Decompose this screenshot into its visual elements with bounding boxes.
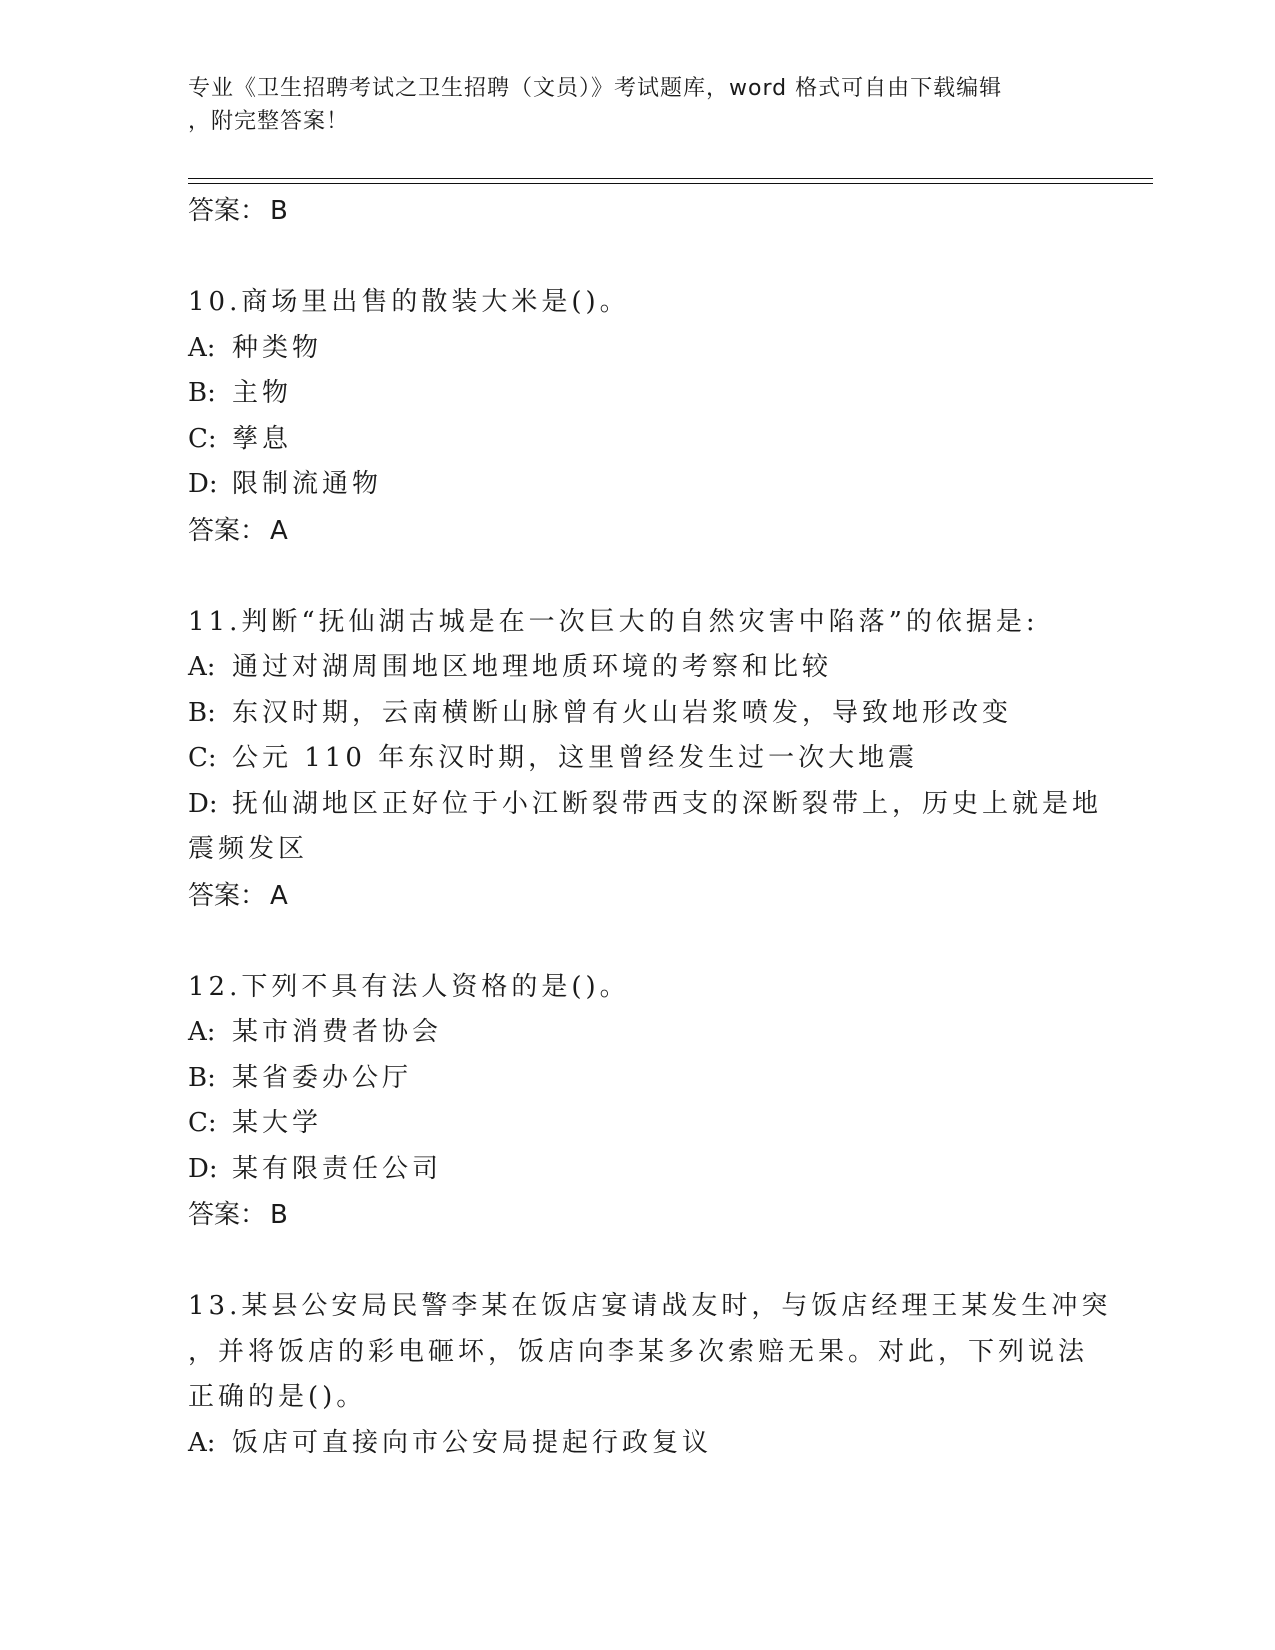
option-a — [188, 326, 1088, 372]
document-header — [188, 72, 1068, 138]
option-key: D: — [188, 1153, 218, 1184]
option-a — [188, 645, 1088, 691]
option-text: 饭店可直接向市公安局提起行政复议 — [232, 1427, 713, 1458]
option-text: 限制流通物 — [232, 469, 383, 499]
option-text: 某省委办公厅 — [232, 1062, 413, 1093]
question-13 — [188, 1284, 1112, 1466]
answer-q11 — [188, 873, 1088, 919]
document-body — [188, 188, 1112, 1466]
option-key: C: — [188, 1108, 217, 1138]
option-key: C: — [188, 423, 217, 454]
option-key: D: — [188, 788, 218, 819]
question-12 — [188, 965, 1088, 1239]
option-d — [188, 782, 1103, 828]
option-text: 孳息 — [232, 423, 293, 454]
header-line-2: ，附完整答案！ — [188, 109, 350, 134]
header-divider-top — [188, 178, 1153, 179]
option-c — [188, 736, 1088, 782]
answer-value: A — [270, 515, 288, 546]
question-10 — [188, 280, 1088, 554]
answer-q12 — [188, 1192, 1088, 1238]
option-b — [188, 371, 1088, 417]
option-b — [188, 691, 1088, 737]
option-text: 通过对湖周围地区地理地质环境的考察和比较 — [232, 652, 833, 682]
option-c — [188, 417, 1088, 463]
option-key: B: — [188, 378, 216, 408]
spacer — [188, 234, 1088, 280]
header-divider-bottom — [188, 183, 1153, 184]
question-stem-line-2: ，并将饭店的彩电砸坏，饭店向李某多次索赔无果。对此，下列说法 — [188, 1336, 1089, 1367]
question-stem-line-1: 13.某县公安局民警李某在饭店宴请战友时，与饭店经理王某发生冲突 — [188, 1291, 1112, 1321]
answer-q10 — [188, 508, 1088, 554]
question-11 — [188, 600, 1103, 919]
question-stem: 10.商场里出售的散装大米是()。 — [188, 287, 630, 317]
option-text: 某有限责任公司 — [232, 1153, 443, 1184]
question-stem: 12.下列不具有法人资格的是()。 — [188, 971, 630, 1002]
answer-label: 答案： — [188, 880, 267, 911]
spacer — [188, 919, 1088, 965]
option-a — [188, 1010, 1088, 1056]
question-stem-line-3: 正确的是()。 — [188, 1382, 367, 1412]
option-b — [188, 1056, 1088, 1102]
option-key: A: — [188, 1427, 216, 1458]
option-key: A: — [188, 652, 216, 682]
option-key: C: — [188, 743, 217, 773]
option-key: D: — [188, 469, 218, 499]
spacer — [188, 554, 1088, 600]
option-text: 某市消费者协会 — [232, 1017, 443, 1047]
answer-prev — [188, 188, 1088, 234]
question-stem: 11.判断“抚仙湖古城是在一次巨大的自然灾害中陷落”的依据是: — [188, 606, 1039, 637]
option-d-continuation: 震频发区 — [188, 834, 309, 864]
option-text: 种类物 — [232, 332, 323, 363]
option-key: A: — [188, 1017, 216, 1047]
option-key: B: — [188, 697, 216, 728]
option-key: B: — [188, 1062, 216, 1093]
option-d — [188, 1147, 1088, 1193]
option-c — [188, 1101, 1088, 1147]
option-text: 主物 — [232, 378, 293, 408]
answer-label: 答案： — [188, 515, 267, 546]
option-text: 抚仙湖地区正好位于小江断裂带西支的深断裂带上，历史上就是地 — [232, 788, 1103, 819]
answer-value: B — [270, 1200, 288, 1230]
answer-value: B — [270, 196, 288, 226]
answer-label: 答案： — [188, 196, 267, 226]
option-d — [188, 462, 1088, 508]
option-text: 公元 110 年东汉时期，这里曾经发生过一次大地震 — [232, 743, 919, 773]
option-key: A: — [188, 332, 216, 363]
answer-value: A — [270, 880, 288, 911]
answer-label: 答案： — [188, 1200, 267, 1230]
option-a — [188, 1421, 1088, 1467]
header-line-1: 专业《卫生招聘考试之卫生招聘（文员）》考试题库，word 格式可自由下载编辑 — [188, 76, 1003, 101]
spacer — [188, 1238, 1088, 1284]
option-text: 某大学 — [232, 1108, 323, 1138]
option-text: 东汉时期，云南横断山脉曾有火山岩浆喷发，导致地形改变 — [232, 697, 1013, 728]
